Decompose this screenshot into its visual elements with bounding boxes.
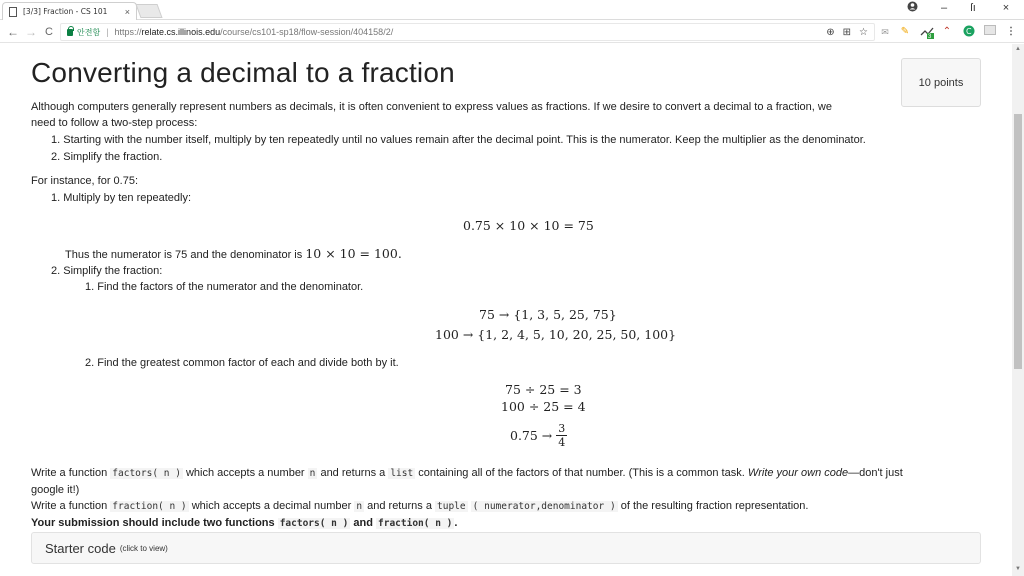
submission-text-c: . — [454, 517, 458, 529]
submission-text-a: Your submission should include two functions — [31, 517, 278, 529]
code-fraction-submit: fraction( n ) — [378, 518, 453, 529]
url-separator: | — [106, 27, 109, 37]
thus-math: 10 × 10 = 100. — [305, 246, 402, 261]
url-host: relate.cs.illinois.edu — [141, 27, 221, 37]
result-denominator: 4 — [558, 436, 566, 449]
task2-text-a: Write a function — [31, 500, 111, 512]
example-step-1: 1. Multiply by ten repeatedly: — [51, 192, 192, 204]
browser-tab[interactable] — [2, 2, 137, 20]
task2-text-c: and returns a — [364, 500, 435, 512]
minimize-button[interactable]: – — [940, 2, 948, 14]
submission-line — [31, 515, 457, 532]
forward-button[interactable]: → — [25, 25, 37, 39]
tab-strip — [0, 0, 1024, 20]
step-1: 1. Starting with the number itself, multiply by ten repeatedly until no values remain after the decimal point. This is the numerator. Keep the multiplier as the denominator. — [51, 134, 866, 146]
bookmark-star-icon[interactable]: ☆ — [859, 26, 868, 38]
submission-text-b: and — [350, 517, 377, 529]
intro-line-2: need to follow a two-step process: — [31, 117, 198, 129]
example-step-2: 2. Simplify the fraction: — [51, 265, 163, 277]
starter-code-label: Starter code — [45, 540, 116, 556]
equation-multiply: 0.75 × 10 × 10 = 75 — [463, 218, 594, 233]
address-bar[interactable] — [60, 23, 875, 41]
code-factors: factors( n ) — [112, 468, 181, 479]
code-n: n — [309, 468, 316, 479]
task1-text-c: and returns a — [317, 467, 389, 479]
instance-text: For instance, for 0.75: — [31, 175, 138, 187]
tab-close-icon[interactable]: × — [124, 6, 130, 17]
url-scheme: https:// — [114, 27, 142, 37]
profile-icon[interactable] — [903, 1, 921, 15]
new-tab-button[interactable] — [135, 4, 162, 18]
url-path: /course/cs101-sp18/flow-session/404158/2/ — [220, 27, 394, 37]
step-2: 2. Simplify the fraction. — [51, 151, 163, 163]
browser-menu-icon[interactable]: ⋮ — [1006, 26, 1016, 37]
extension-box-icon[interactable] — [983, 25, 997, 39]
scroll-up-arrow-icon[interactable]: ▲ — [1015, 46, 1021, 52]
equation-divide-100: 100 ÷ 25 = 4 — [501, 399, 586, 414]
starter-code-toggle[interactable] — [31, 532, 981, 564]
thus-line — [65, 246, 402, 263]
svg-text:C: C — [966, 27, 972, 36]
extension-mail-icon[interactable]: ✉ — [881, 27, 889, 37]
equation-result — [510, 422, 567, 449]
document-icon — [9, 7, 17, 17]
extension-badge: 3 — [928, 34, 932, 40]
reload-button[interactable]: C — [45, 26, 53, 38]
task-fraction-line — [31, 498, 808, 515]
starter-code-hint: (click to view) — [119, 543, 168, 553]
substep-1: 1. Find the factors of the numerator and the denominator. — [85, 281, 364, 293]
code-n-2: n — [356, 501, 363, 512]
extension-arrow-icon[interactable]: ⌃ — [942, 26, 952, 37]
translate-icon[interactable]: ⊞ — [842, 26, 852, 38]
task-factors-line-2: google it!) — [31, 484, 80, 496]
omnibox-actions — [826, 27, 868, 38]
code-numerator-denominator: ( numerator,denominator ) — [472, 501, 616, 512]
equation-factors-75: 75 → {1, 3, 5, 25, 75} — [479, 307, 617, 322]
task1-text-d: containing all of the factors of that number. (This is a common task. — [415, 467, 748, 479]
task-factors-line-1 — [31, 465, 903, 482]
task2-text-b: which accepts a decimal number — [188, 500, 355, 512]
code-factors-submit: factors( n ) — [279, 518, 349, 529]
scroll-down-arrow-icon[interactable]: ▼ — [1015, 566, 1021, 572]
result-fraction — [556, 422, 567, 449]
zoom-icon[interactable]: ⊕ — [826, 26, 835, 38]
toolbar — [0, 21, 1024, 43]
points-badge: 10 points — [901, 58, 981, 107]
task1-text-b: which accepts a number — [182, 467, 308, 479]
close-window-button[interactable]: × — [1002, 2, 1010, 14]
page-scrollbar[interactable] — [1012, 44, 1024, 576]
scroll-thumb[interactable] — [1014, 114, 1022, 369]
thus-text: Thus the numerator is 75 and the denominator is — [65, 249, 306, 261]
back-button[interactable]: ← — [7, 25, 19, 39]
task1-text-a: Write a function — [31, 467, 111, 479]
secure-label: 안전함 — [77, 27, 101, 37]
task1-emphasis: Write your own code — [747, 467, 849, 479]
extension-circle-icon[interactable] — [962, 25, 976, 39]
code-tuple: tuple — [437, 501, 466, 512]
restore-button[interactable]: ſı — [970, 2, 976, 14]
tab-title: [3/3] Fraction - CS 101 — [23, 7, 108, 16]
substep-2: 2. Find the greatest common factor of each and divide both by it. — [85, 357, 399, 369]
equation-factors-100: 100 → {1, 2, 4, 5, 10, 20, 25, 50, 100} — [435, 327, 677, 342]
result-lhs: 0.75 → — [510, 428, 553, 443]
code-list: list — [390, 468, 414, 479]
intro-line-1: Although computers generally represent numbers as decimals, it is often convenient to express values as fractions. If we desire to convert a decimal to a fraction, we — [31, 101, 832, 113]
extension-graph-icon[interactable] — [920, 25, 934, 39]
equation-divide-75: 75 ÷ 25 = 3 — [505, 382, 582, 397]
code-fraction: fraction( n ) — [112, 501, 187, 512]
task1-text-e: —don't just — [848, 467, 903, 479]
lock-icon — [67, 29, 73, 36]
task2-text-e: of the resulting fraction representation. — [617, 500, 809, 512]
extension-pen-icon[interactable]: ✎ — [900, 26, 910, 37]
page-title: Converting a decimal to a fraction — [31, 57, 455, 88]
result-numerator: 3 — [558, 422, 566, 435]
